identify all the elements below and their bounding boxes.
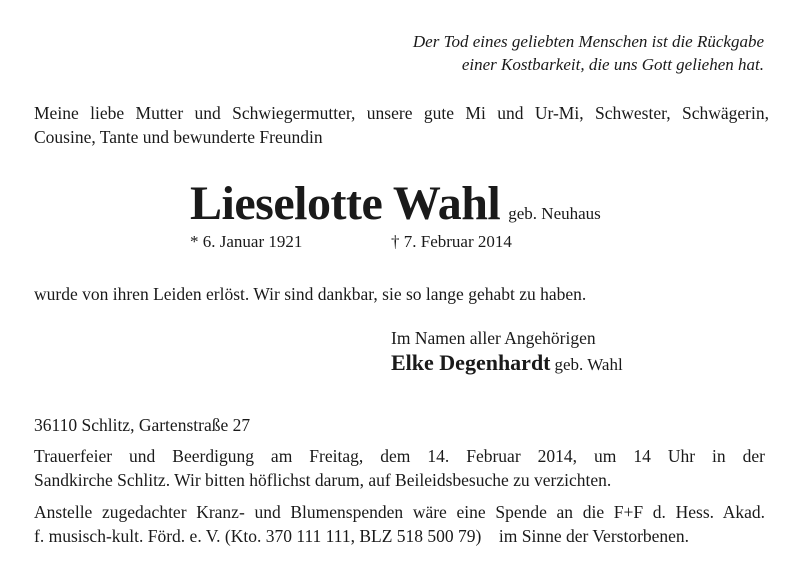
intro-line-1: Meine liebe Mutter und Schwiegermutter, unsere gute Mi und Ur-Mi, Schwester, Schwägerin, xyxy=(34,103,769,123)
deceased-name-row xyxy=(190,176,601,232)
funeral-line-1: Trauerfeier und Beerdigung am Freitag, dem 14. Februar 2014, um 14 Uhr in der xyxy=(34,446,765,466)
deceased-maiden-name: geb. Neuhaus xyxy=(508,204,601,223)
intro-text xyxy=(34,101,769,149)
quote-line-1: Der Tod eines geliebten Menschen ist die Rückgabe xyxy=(412,32,764,51)
release-text: wurde von ihren Leiden erlöst. Wir sind dankbar, sie so lange gehabt zu haben. xyxy=(34,284,587,304)
quote-line-2: einer Kostbarkeit, die uns Gott geliehen hat. xyxy=(461,55,764,74)
deceased-name: Lieselotte Wahl xyxy=(190,177,501,230)
signature-intro: Im Namen aller Angehörigen xyxy=(391,328,596,348)
donation-line-1: Anstelle zugedachter Kranz- und Blumenspenden wäre eine Spende an die F+F d. Hess. Akad. xyxy=(34,502,765,522)
intro-line-2: Cousine, Tante und bewunderte Freundin xyxy=(34,127,323,147)
funeral-info xyxy=(34,444,765,492)
address: 36110 Schlitz, Gartenstraße 27 xyxy=(34,415,251,435)
epigraph-quote xyxy=(344,30,764,76)
birth-date: * 6. Januar 1921 xyxy=(190,232,303,251)
donation-line-2: f. musisch-kult. Förd. e. V. (Kto. 370 111 111, BLZ 518 500 79) im Sinne der Verstorbenen. xyxy=(34,526,690,546)
signature-row xyxy=(391,350,623,376)
donation-info xyxy=(34,500,765,548)
funeral-line-2: Sandkirche Schlitz. Wir bitten höflichst darum, auf Beileidsbesuche zu verzichten. xyxy=(34,470,612,490)
signature-maiden-name: geb. Wahl xyxy=(554,355,623,374)
signature-name: Elke Degenhardt xyxy=(391,350,551,375)
death-date: † 7. Februar 2014 xyxy=(391,232,512,251)
